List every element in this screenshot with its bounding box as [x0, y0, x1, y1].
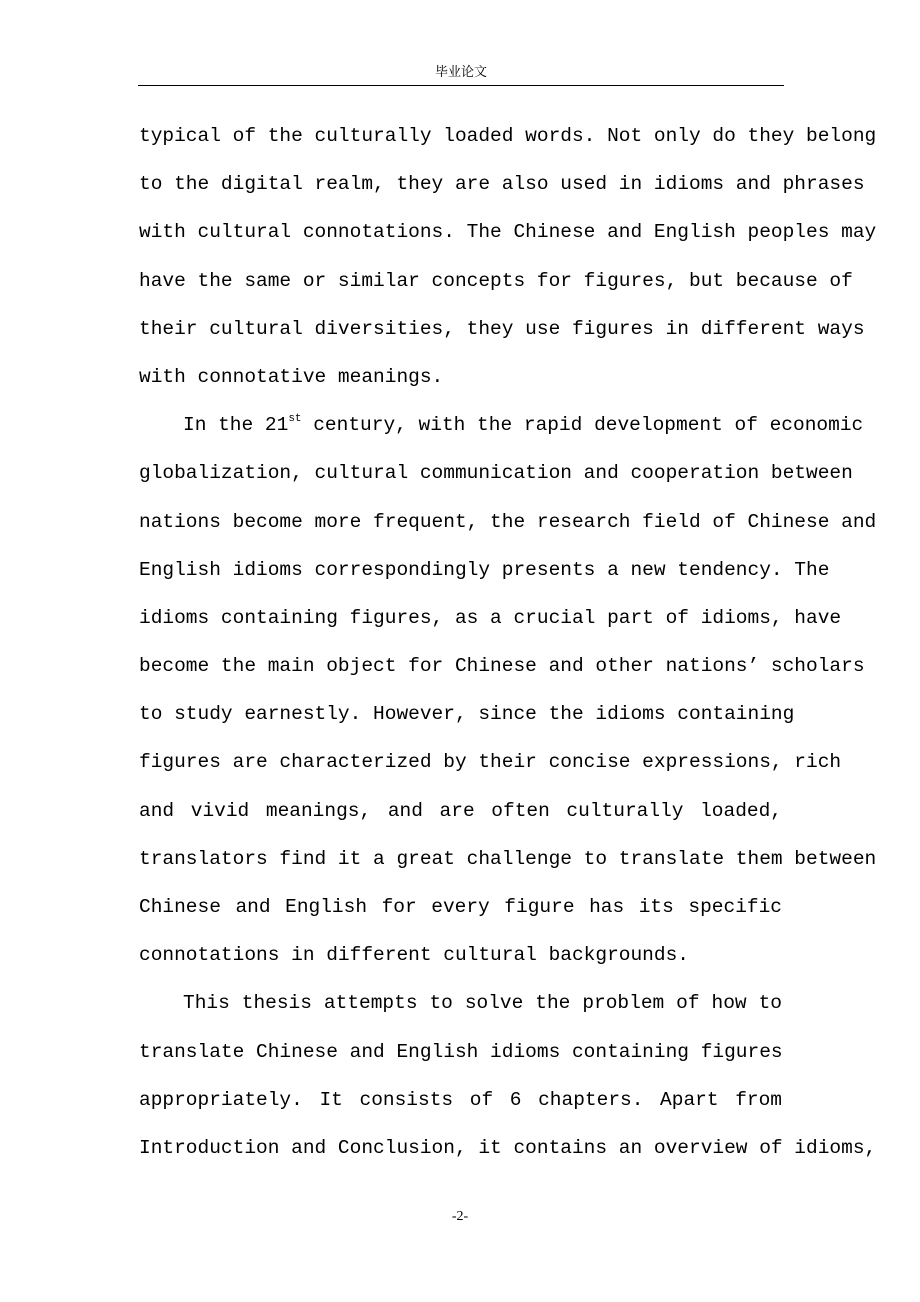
text-fragment: century, with the rapid development of economic: [301, 414, 864, 437]
text-line: to the digital realm, they are also used in idioms and phrases: [139, 173, 865, 196]
text-line: nations become more frequent, the research field of Chinese and: [139, 510, 877, 533]
text-fragment: In the 21: [183, 414, 289, 437]
text-line: figures are characterized by their concise expressions, rich: [139, 751, 842, 774]
text-line: Introduction and Conclusion, it contains an overview of idioms,: [139, 1136, 877, 1159]
text-line: appropriately. It consists of 6 chapters. Apart from: [139, 1088, 782, 1111]
text-line: have the same or similar concepts for figures, but because of: [139, 269, 853, 292]
text-line: with cultural connotations. The Chinese and English peoples may: [139, 221, 877, 244]
text-line: translate Chinese and English idioms containing figures: [139, 1040, 783, 1063]
paragraph-first-line: [139, 401, 864, 449]
text-line: typical of the culturally loaded words. Not only do they belong: [139, 125, 877, 147]
text-line: translators find it a great challenge to translate them between: [139, 847, 877, 870]
page-header: 毕业论文: [434, 65, 487, 80]
text-line: become the main object for Chinese and other nations’ scholars: [139, 655, 865, 678]
text-line: English idioms correspondingly presents a new tendency. The: [139, 558, 830, 581]
text-line: their cultural diversities, they use figures in different ways: [139, 317, 865, 340]
text-line: Chinese and English for every figure has its specific: [139, 896, 782, 918]
header-divider: [138, 85, 784, 86]
paragraph-first-line: This thesis attempts to solve the problem of how to: [183, 992, 782, 1015]
text-line: idioms containing figures, as a crucial part of idioms, have: [139, 606, 842, 629]
text-line: with connotative meanings.: [139, 365, 444, 388]
text-line: and vivid meanings, and are often culturally loaded,: [139, 799, 782, 822]
text-line: connotations in different cultural backgrounds.: [139, 944, 689, 967]
ordinal-superscript: st: [288, 413, 302, 426]
text-line: to study earnestly. However, since the idioms containing: [139, 703, 795, 726]
text-line: globalization, cultural communication and cooperation between: [139, 462, 853, 485]
body-text: [139, 112, 877, 1172]
page-number: -2-: [451, 1209, 469, 1224]
